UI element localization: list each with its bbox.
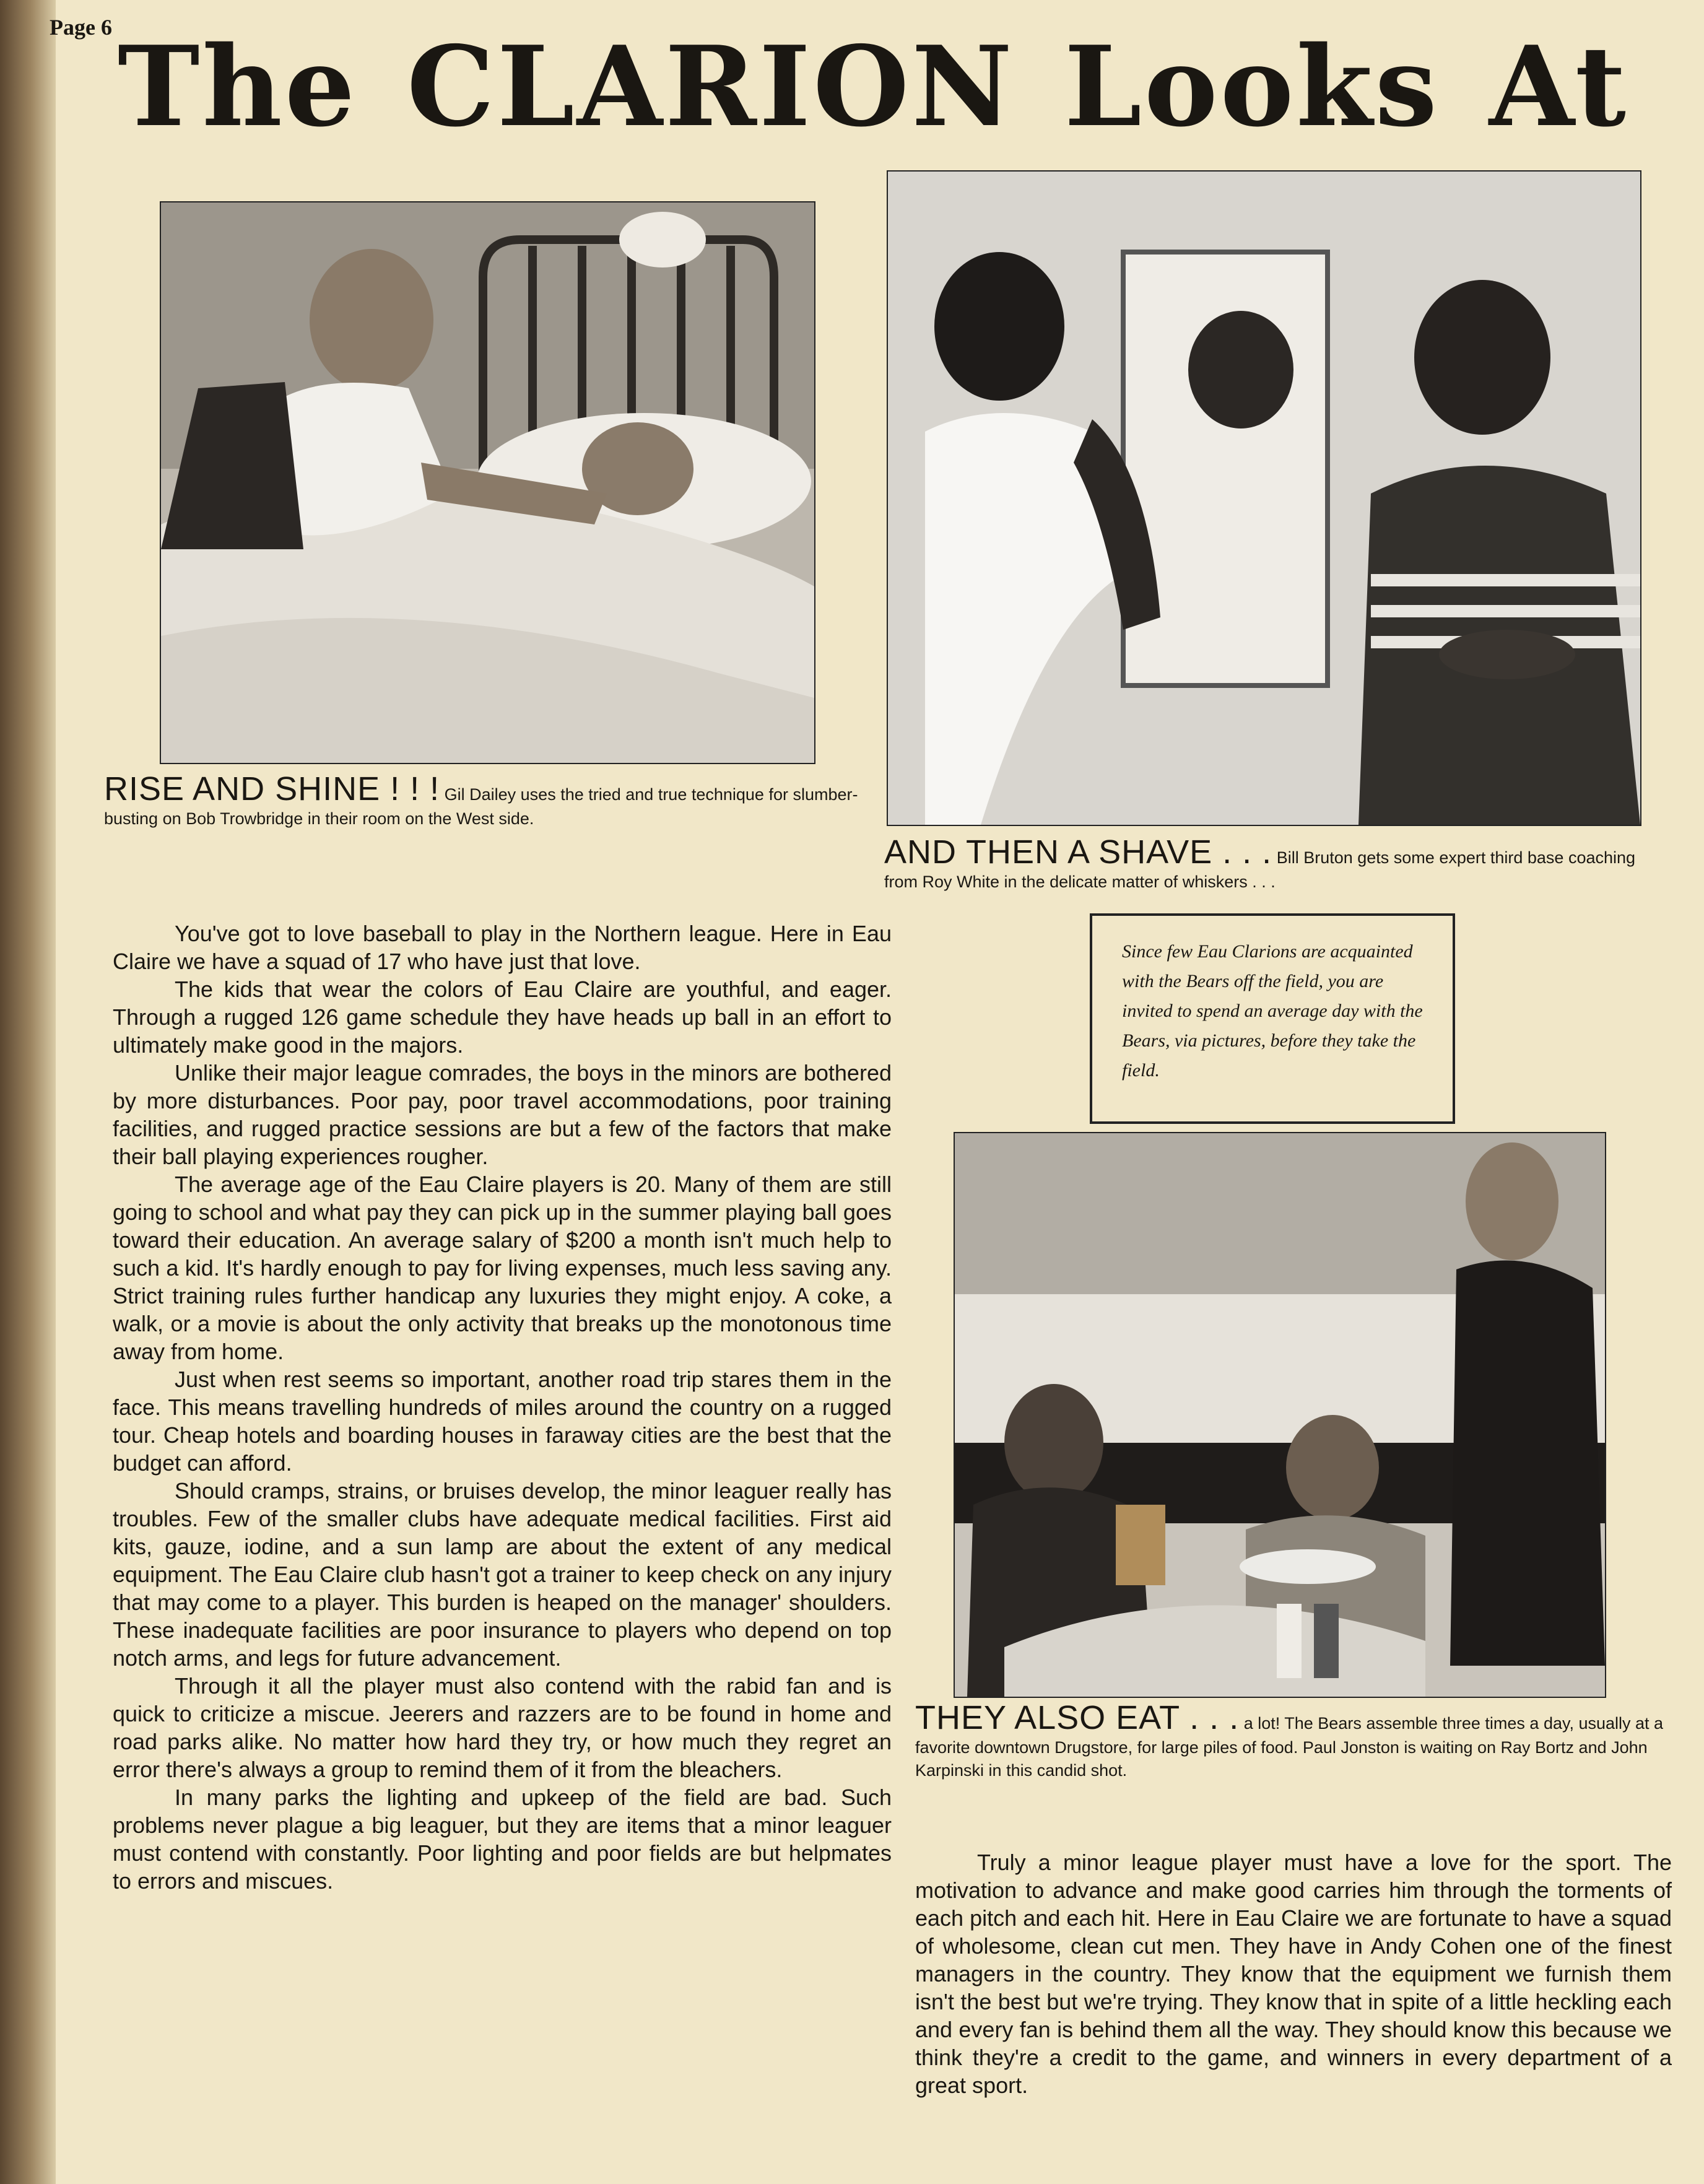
article-paragraph: Unlike their major league comrades, the boys in the minors are bothered by more disturbances. Poor pay, poor travel accommodations, poor training facilities, and rugged practice sessions are but a few of the factors that make their ball playing experiences rougher. — [113, 1060, 892, 1169]
photo-rise-and-shine — [160, 201, 815, 764]
article-paragraph: The average age of the Eau Claire players is 20. Many of them are still going to school and what pay they can pick up in the summer playing ball goes toward their education. An average salary of $200 a month isn't much help to such a kid. It's hardly enough to pay for living expenses, much less saving any. Strict training rules further handicap any luxuries they might enjoy. A coke, a walk, or a movie is about the only activity that breaks up the monotonous time away from home. — [113, 1172, 892, 1364]
article-paragraph: In many parks the lighting and upkeep of the field are bad. Such problems never plague a big leaguer, but they are items that a minor leaguer must contend with constantly. Poor lighting and poor fields are but helpmates to errors and miscues. — [113, 1785, 892, 1894]
caption-they-also-eat — [915, 1699, 1677, 1782]
caption-lead: RISE AND SHINE ! ! ! — [104, 770, 440, 807]
article-paragraph: You've got to love baseball to play in the Northern league. Here in Eau Claire we have a squad of 17 who have just that love. — [113, 921, 892, 974]
photo-shaving-mirror-icon — [888, 172, 1640, 825]
caption-and-then-a-shave — [884, 833, 1641, 894]
article-paragraph: Should cramps, strains, or bruises develop, the minor leaguer really has troubles. Few of the smaller clubs have adequate medical facilities. First aid kits, gauze, iodine, and a sun lamp are about the extent of any medical equipment. The Eau Claire club hasn't got a trainer to keep check on any injury that may come to a player. This burden is heaped on the manager' shoulders. These inadequate facilities are poor insurance to players who depend on top notch arms, and legs for future advancement. — [113, 1478, 892, 1671]
photo-and-then-a-shave — [887, 170, 1641, 826]
page-label: Page 6 — [50, 15, 112, 40]
article-right-column — [915, 1848, 1672, 2099]
photo-drugstore-booth-icon — [955, 1133, 1605, 1697]
caption-rise-and-shine — [104, 770, 863, 830]
caption-text: a lot! The Bears assemble three times a day, usually at a favorite downtown Drugstore, for large piles of food. Paul Jonston is waiting on Ray Bortz and John Karpinski in this candid shot. — [915, 1714, 1664, 1780]
headline-word: The — [118, 22, 358, 151]
caption-lead: AND THEN A SHAVE . . . — [884, 833, 1272, 871]
caption-text: Bill Bruton gets some expert third base coaching from Roy White in the delicate matter of whiskers . . . — [884, 848, 1636, 891]
headline-word: Looks — [1064, 22, 1440, 151]
photo-they-also-eat — [954, 1132, 1606, 1698]
headline-word: At — [1489, 22, 1628, 151]
headline-word: CLARION — [407, 22, 1015, 151]
article-paragraph: Truly a minor league player must have a love for the sport. The motivation to advance and make good carries him through the torments of each pitch and each hit. Here in Eau Claire we are fortunate to have a squad of wholesome, clean cut men. They have in Andy Cohen one of the finest managers in the country. They know that the equipment we furnish them isn't the best but we're trying. They know that in spite of a little heckling each and every fan is behind them all the way. They should know this because we think they're a credit to the game, and winners in every department of a great sport. — [915, 1850, 1672, 2098]
book-binding-edge — [0, 0, 56, 2184]
editor-note-box: Since few Eau Clarions are acquainted with the Bears off the field, you are invited to spend an average day with the Bears, via pictures, before they take the field. — [1090, 913, 1455, 1124]
caption-text: Gil Dailey uses the tried and true technique for slumber-busting on Bob Trowbridge in their room on the West side. — [104, 785, 858, 828]
article-paragraph: Through it all the player must also contend with the rabid fan and is quick to criticize a miscue. Jeerers and razzers are to be found in home and road parks alike. No matter how hard they try, or how much they regret an error there's always a group to remind them of it from the bleachers. — [113, 1673, 892, 1782]
article-paragraph: Just when rest seems so important, another road trip stares them in the face. This means travelling hundreds of miles around the country on a rugged tour. Cheap hotels and boarding houses in faraway cities are the best that the budget can afford. — [113, 1367, 892, 1476]
caption-lead: THEY ALSO EAT . . . — [915, 1699, 1240, 1736]
photo-bed-scene-icon — [161, 202, 814, 763]
article-paragraph: The kids that wear the colors of Eau Claire are youthful, and eager. Through a rugged 126 game schedule they have heads up ball in an effort to ultimately make good in the majors. — [113, 977, 892, 1058]
headline — [118, 22, 1628, 151]
article-left-column — [113, 920, 892, 1895]
